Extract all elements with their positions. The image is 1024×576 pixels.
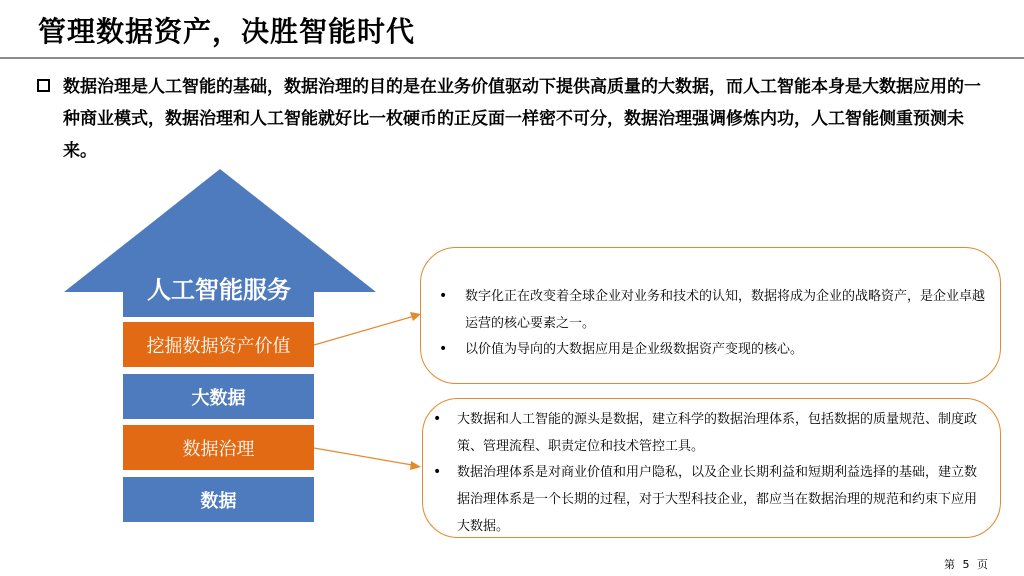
bullet-dot-icon: • — [433, 464, 442, 480]
page-number: 第 5 页 — [944, 558, 990, 571]
connector-line-top — [314, 315, 418, 345]
callout-bottom-item-2: 数据治理体系是对商业价值和用户隐私，以及企业长期利益和短期利益选择的基础，建立数据治理体系是一个长期的过程，对于大型科技企业，都应当在数据治理的规范和约束下应用大数据。 — [457, 465, 978, 534]
layer-data-governance: 数据治理 — [123, 425, 314, 470]
slide-title: 管理数据资产，决胜智能时代 — [38, 15, 416, 48]
callout-top-item-1: 数字化正在改变着全球企业对业务和技术的认知，数据将成为企业的战略资产，是企业卓越运营的核心要素之一。 — [465, 289, 986, 331]
layer-big-data: 大数据 — [123, 374, 314, 419]
connector-line-bottom — [314, 448, 418, 466]
arrow-label-ai-service: 人工智能服务 — [147, 276, 291, 304]
layer-mining-value: 挖掘数据资产价值 — [123, 322, 314, 367]
bullet-dot-icon: • — [439, 341, 448, 357]
bullet-dot-icon: • — [433, 411, 442, 427]
connector-arrowhead-bottom — [410, 461, 421, 470]
callout-top-item-2: 以价值为导向的大数据应用是企业级数据资产变现的核心。 — [465, 342, 804, 357]
callout-box-top — [420, 247, 1001, 384]
layer-data: 数据 — [123, 477, 314, 522]
intro-paragraph: 数据治理是人工智能的基础，数据治理的目的是在业务价值驱动下提供高质量的大数据，而人工智能本身是大数据应用的一种商业模式，数据治理和人工智能就好比一枚硬币的正反面一样密不可分，数据治理强调修炼内功，人工智能侧重预测未来。 — [63, 77, 981, 161]
callout-bottom-item-1: 大数据和人工智能的源头是数据，建立科学的数据治理体系，包括数据的质量规范、制度政策、管理流程、职责定位和技术管控工具。 — [457, 412, 978, 454]
callout-box-bottom — [422, 398, 1001, 538]
bullet-dot-icon: • — [439, 288, 448, 304]
